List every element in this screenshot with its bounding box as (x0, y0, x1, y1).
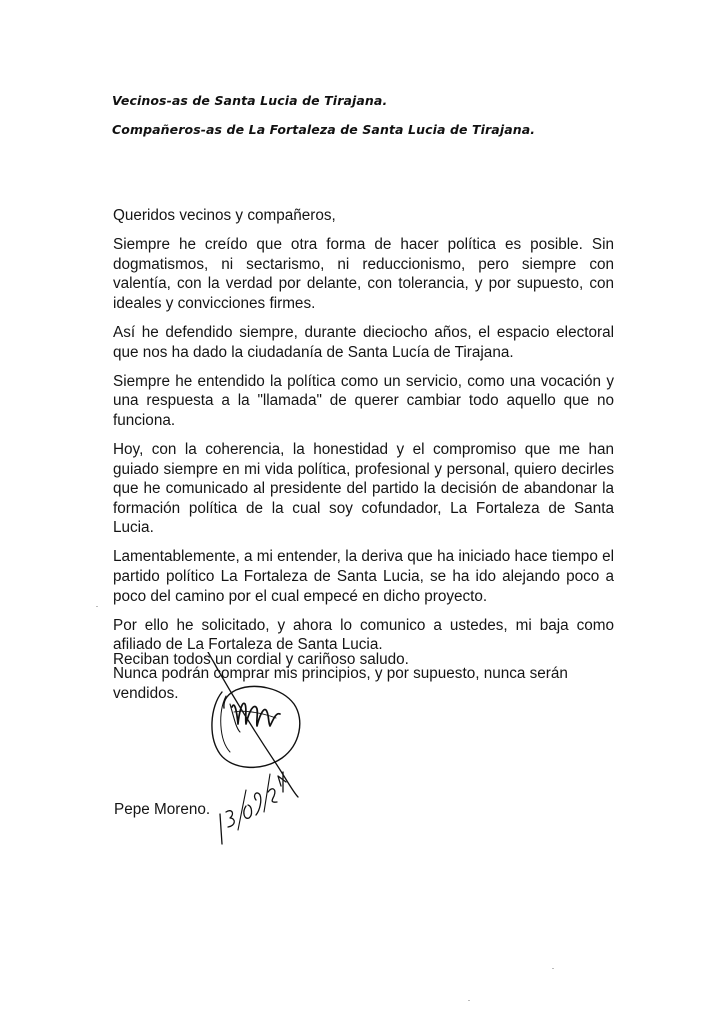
heading-companions: Compañeros-as de La Fortaleza de Santa Lucia de Tirajana. (112, 122, 536, 137)
paragraph-1: Siempre he creído que otra forma de hacer política es posible. Sin dogmatismos, ni sectarismo, ni reduccionismo, pero siempre con valentía, con la verdad por delante, con tolerancia, y por supuesto, con ideales y convicciones firmes. (113, 236, 614, 312)
paragraph-4: Hoy, con la coherencia, la honestidad y el compromiso que me han guiado siempre en mi vida política, profesional y personal, quiero decirles que he comunicado al presidente del partido la decisión de abandonar la formación política de la cual soy cofundador, La Fortaleza de Santa Lucia. (113, 440, 614, 537)
letter-body (113, 206, 614, 713)
handwritten-signature (190, 652, 330, 852)
scan-speck (96, 606, 98, 607)
scan-speck (468, 1000, 470, 1001)
salutation: Queridos vecinos y compañeros, (113, 207, 336, 224)
signer-name: Pepe Moreno. (114, 801, 211, 818)
scan-speck (552, 968, 554, 969)
paragraph-5: Lamentablemente, a mi entender, la deriva que ha iniciado hace tiempo el partido político La Fortaleza de Santa Lucia, se ha ido alejando poco a poco del camino por el cual empecé en dicho proyecto. (113, 548, 614, 605)
closing-line: Reciban todos un cordial y cariñoso saludo. (113, 651, 409, 668)
paragraph-7: Nunca podrán comprar mis principios, y por supuesto, nunca serán vendidos. (113, 665, 568, 702)
paragraph-2: Así he defendido siempre, durante dieciocho años, el espacio electoral que nos ha dado la ciudadanía de Santa Lucía de Tirajana. (113, 323, 614, 361)
paragraph-3: Siempre he entendido la política como un servicio, como una vocación y una respuesta a la "llamada" de querer cambiar todo aquello que no funciona. (113, 372, 614, 429)
paragraph-6: Por ello he solicitado, y ahora lo comunico a ustedes, mi baja como afiliado de La Fortaleza de Santa Lucia. (113, 616, 614, 654)
heading-neighbors: Vecinos-as de Santa Lucia de Tirajana. (112, 93, 388, 108)
